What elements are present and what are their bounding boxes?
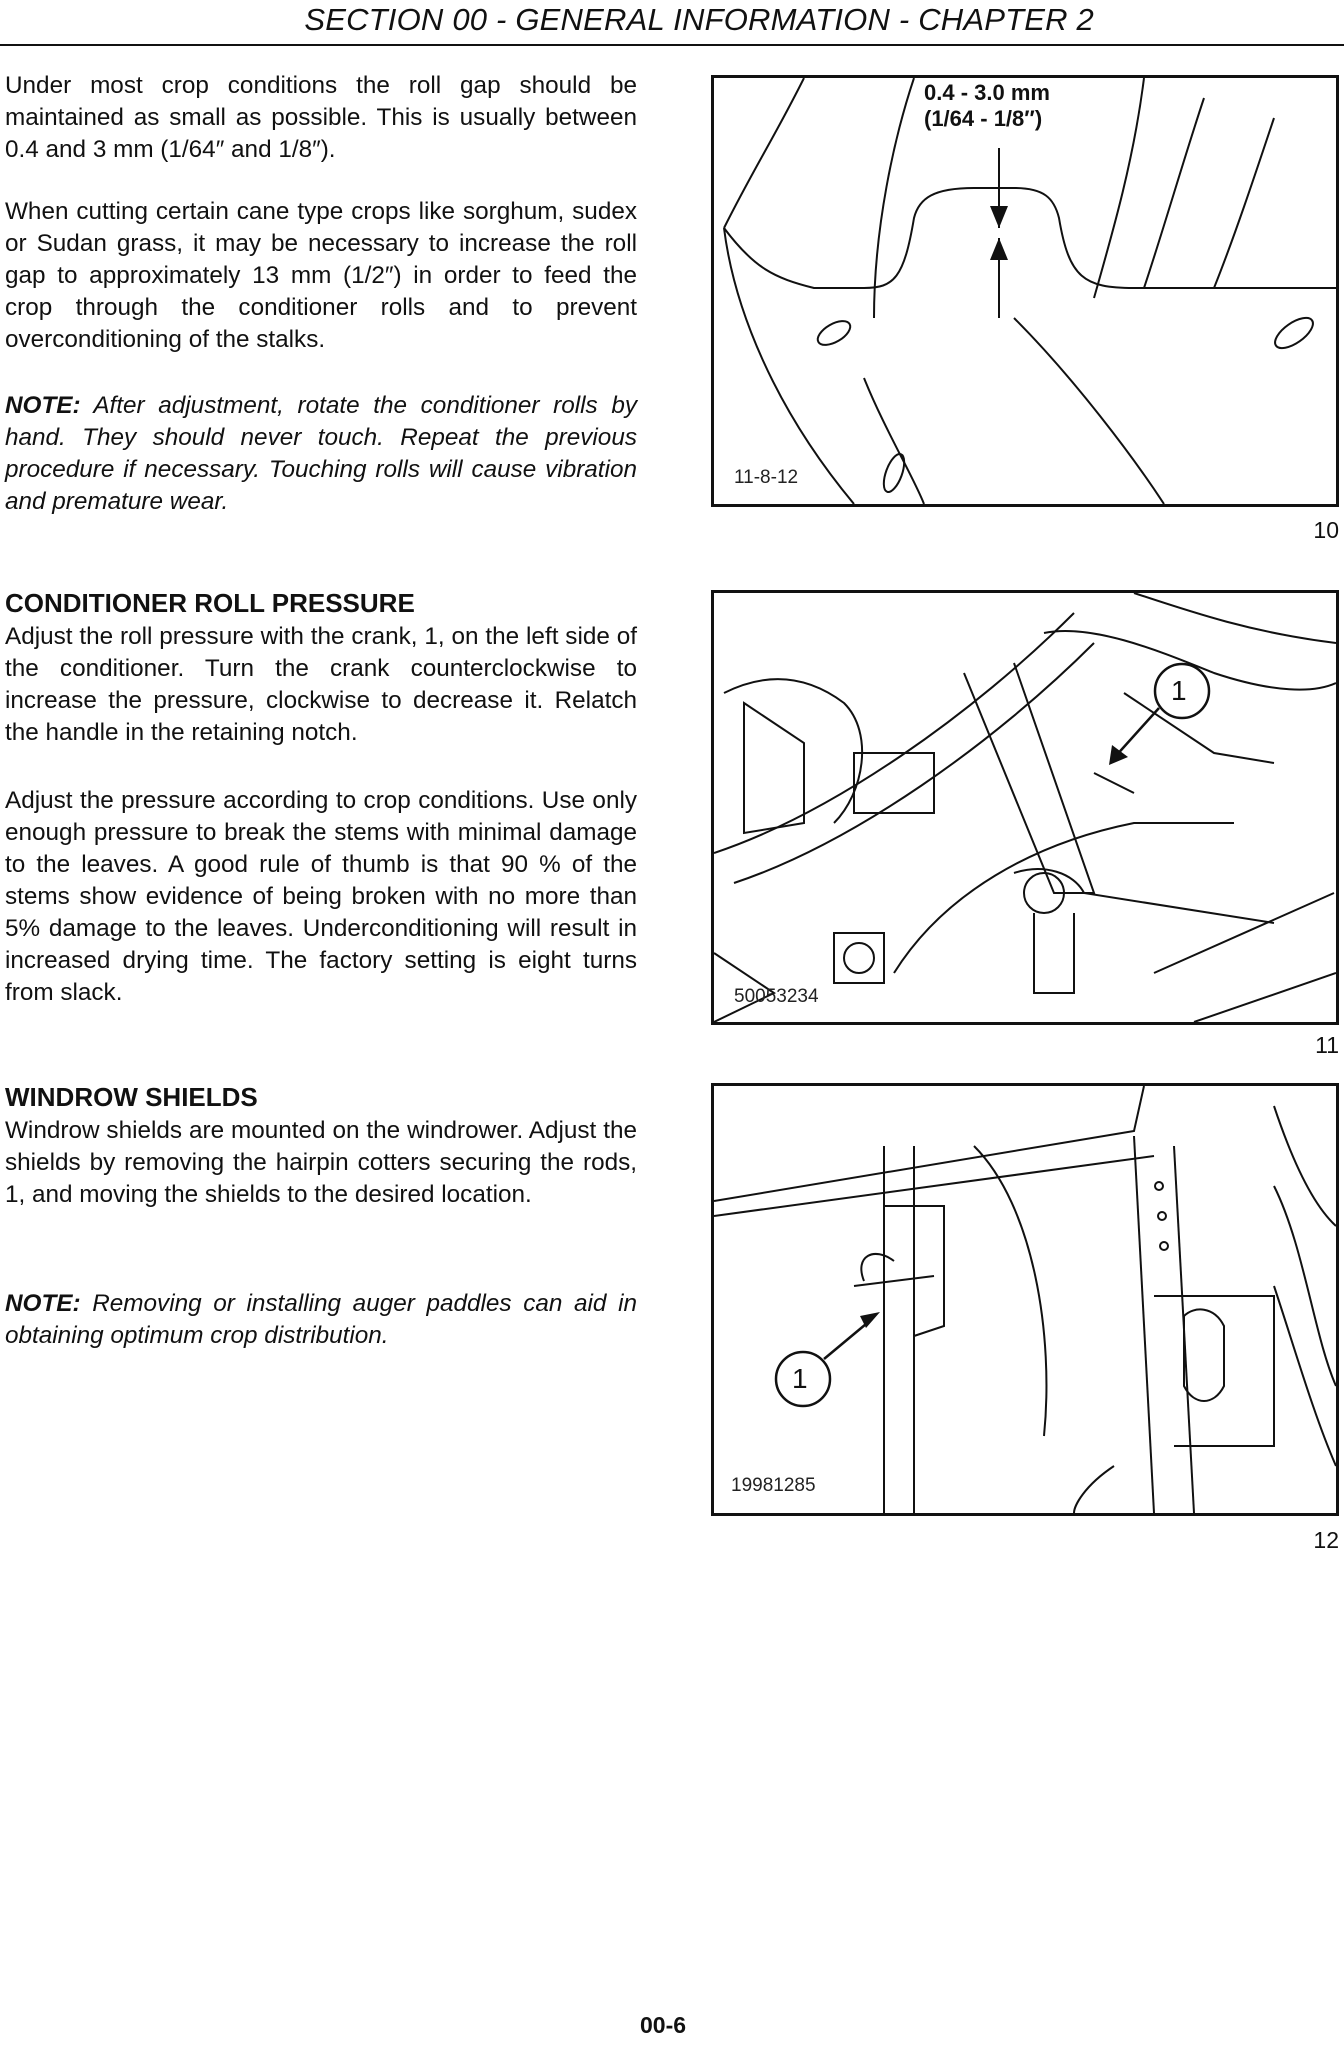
roll-gap-illustration — [714, 78, 1336, 504]
paragraph-shields: Windrow shields are mounted on the windrower. Adjust the shields by removing the hairpin cotters securing the rods, 1, and moving the shields to the desired location. — [5, 1117, 637, 1208]
note-adjustment — [5, 390, 637, 518]
pressure-guidance-text — [5, 785, 637, 1009]
note-label: NOTE: — [5, 1290, 81, 1317]
note-text: After adjustment, rotate the conditioner rolls by hand. They should never touch. Repeat the previous procedure if necessary. Touching rolls will cause vibration and premature wear. — [5, 392, 637, 515]
figure-code: 11-8-12 — [734, 467, 799, 488]
section-title: SECTION 00 - GENERAL INFORMATION - CHAPTER 2 — [304, 2, 1094, 37]
heading-windrow-shields: WINDROW SHIELDS — [5, 1082, 258, 1112]
figure-roll-gap — [711, 75, 1339, 507]
gap-dimension-label — [924, 80, 1050, 132]
paragraph-pressure-guidance: Adjust the pressure according to crop conditions. Use only enough pressure to break the stems with minimal damage to the leaves. A good rule of thumb is that 90 % of the stems show evidence of being broken with no more than 5% damage to the leaves. Underconditioning will result in increased drying time. The factory setting is eight turns from slack. — [5, 787, 637, 1006]
callout-rod: 1 — [792, 1363, 808, 1394]
figure-crank — [711, 590, 1339, 1025]
figure-number: 12 — [1313, 1527, 1339, 1553]
note-text: Removing or installing auger paddles can aid in obtaining optimum crop distribution. — [5, 1290, 637, 1349]
figure-code: 19981285 — [731, 1475, 816, 1496]
gap-dimension-mm: 0.4 - 3.0 mm — [924, 80, 1050, 105]
gap-dimension-in: (1/64 - 1/8″) — [924, 106, 1043, 131]
figure-windrow-shields — [711, 1083, 1339, 1516]
figure-number: 11 — [1315, 1032, 1339, 1058]
section-roll-pressure — [5, 587, 637, 749]
paragraph-crank: Adjust the roll pressure with the crank, 1, on the left side of the conditioner. Turn the crank counterclockwise to increase the pressure, clockwise to decrease it. Relatch the handle in the retaining notch. — [5, 623, 637, 746]
section-windrow-shields — [5, 1081, 637, 1211]
paragraph-cane-crops: When cutting certain cane type crops like sorghum, sudex or Sudan grass, it may be necessary to increase the roll gap to approximately 13 mm (1/2″) in order to feed the crop through the conditioner rolls and to prevent overconditioning of the stalks. — [5, 198, 637, 353]
paragraph-roll-gap: Under most crop conditions the roll gap should be maintained as small as possible. This is usually between 0.4 and 3 mm (1/64″ and 1/8″). — [5, 72, 637, 163]
cane-crop-text — [5, 196, 637, 356]
page-number: 00-6 — [640, 2012, 687, 2038]
callout-crank: 1 — [1171, 675, 1187, 706]
figure-code: 50053234 — [734, 986, 819, 1007]
figure-number: 10 — [1313, 517, 1339, 543]
windrow-shield-illustration — [714, 1086, 1336, 1513]
note-label: NOTE: — [5, 392, 81, 419]
page-header — [0, 0, 1344, 46]
heading-roll-pressure: CONDITIONER ROLL PRESSURE — [5, 588, 415, 618]
crank-illustration — [714, 593, 1336, 1022]
roll-gap-text — [5, 70, 637, 166]
note-auger — [5, 1288, 637, 1352]
